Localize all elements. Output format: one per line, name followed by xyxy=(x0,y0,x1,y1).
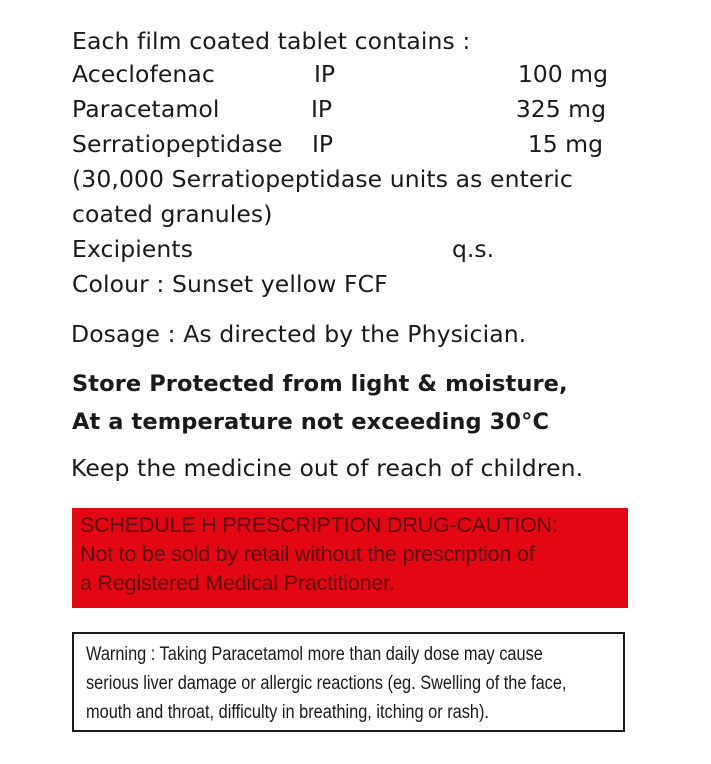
schedule-h-line2: Not to be sold by retail without the prescription of xyxy=(80,542,535,566)
excipients-label: Excipients xyxy=(72,235,194,263)
paracetamol-warning-box xyxy=(72,632,625,732)
ingredient-standard: IP xyxy=(311,95,333,123)
schedule-h-line1: SCHEDULE H PRESCRIPTION DRUG-CAUTION: xyxy=(80,513,558,537)
keep-out-of-reach-text: Keep the medicine out of reach of children. xyxy=(71,454,584,482)
composition-note-line2: coated granules) xyxy=(72,200,273,228)
ingredient-quantity: 325 mg xyxy=(515,95,606,123)
schedule-h-line3: a Registered Medical Practitioner. xyxy=(80,571,395,595)
excipients-quantity: q.s. xyxy=(452,235,495,263)
ingredient-name: Serratiopeptidase xyxy=(72,130,283,158)
composition-note-line1: (30,000 Serratiopeptidase units as enteric xyxy=(72,165,573,193)
storage-line2: At a temperature not exceeding 30°C xyxy=(72,409,550,435)
composition-heading: Each film coated tablet contains : xyxy=(72,27,471,55)
dosage-text: Dosage : As directed by the Physician. xyxy=(71,320,527,348)
colour-line: Colour : Sunset yellow FCF xyxy=(72,270,388,298)
warning-line3: mouth and throat, difficulty in breathing, itching or rash). xyxy=(86,702,489,723)
ingredient-standard: IP xyxy=(314,60,336,88)
ingredient-name: Aceclofenac xyxy=(72,60,215,88)
ingredient-standard: IP xyxy=(312,130,334,158)
ingredient-name: Paracetamol xyxy=(72,95,220,123)
warning-line1: Warning : Taking Paracetamol more than daily dose may cause xyxy=(86,644,543,665)
storage-line1: Store Protected from light & moisture, xyxy=(72,371,568,397)
schedule-h-caution-box xyxy=(72,508,628,608)
warning-line2: serious liver damage or allergic reactions (eg. Swelling of the face, xyxy=(86,673,567,694)
ingredient-quantity: 15 mg xyxy=(527,130,603,158)
ingredient-quantity: 100 mg xyxy=(517,60,608,88)
